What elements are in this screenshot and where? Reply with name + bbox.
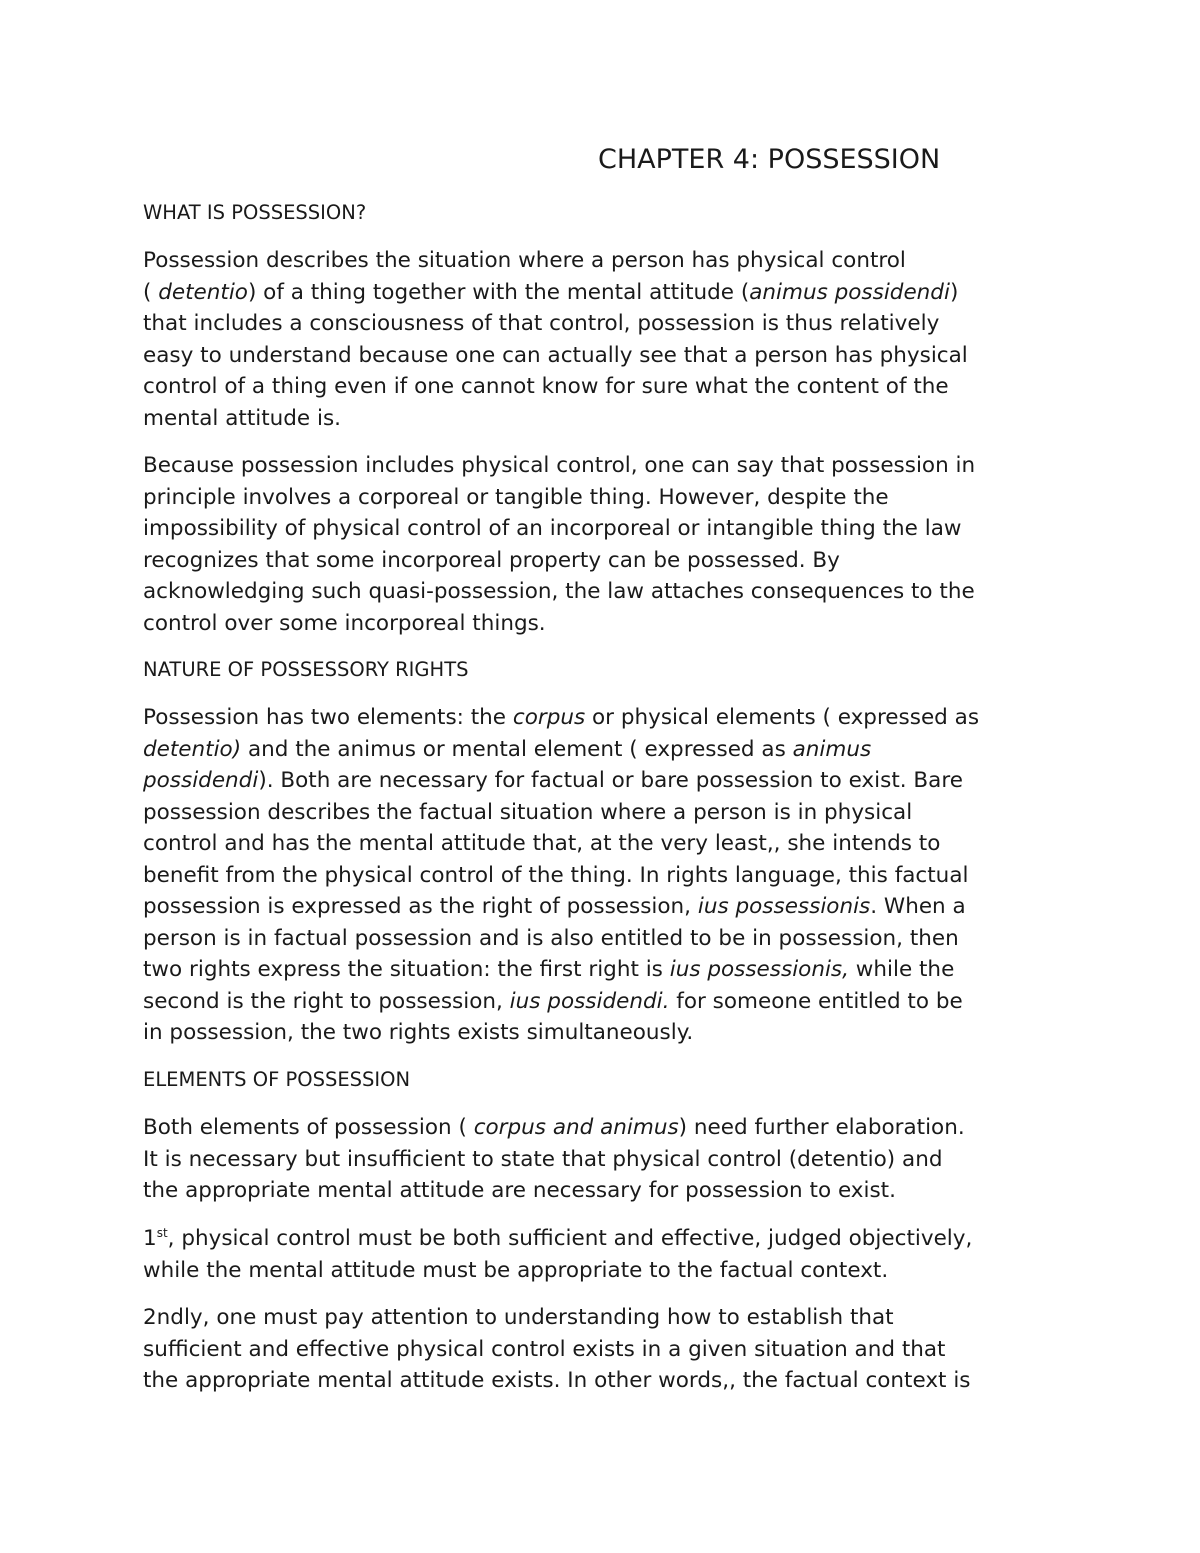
superscript: st: [156, 1225, 168, 1240]
italic-term: corpus: [512, 705, 586, 730]
text-line: in possession, the two rights exists simultaneously.: [143, 1020, 694, 1045]
text-line: control and has the mental attitude that, at the very least,, she intends to: [143, 831, 941, 856]
italic-term: possidendi: [143, 768, 259, 793]
text-line: that includes a consciousness of that control, possession is thus relatively: [143, 311, 940, 336]
text-line: Possession has two elements: the corpus or physical elements ( expressed as: [143, 705, 980, 730]
text-line: recognizes that some incorporeal property can be possessed. By: [143, 547, 840, 573]
paragraph-definition: [143, 245, 1063, 434]
text-line: 1st, physical control must be both sufficient and effective, judged objectively,: [143, 1225, 973, 1251]
text-line: impossibility of physical control of an incorporeal or intangible thing the law: [143, 516, 962, 541]
italic-term: ius possessionis: [697, 894, 871, 919]
text-line: acknowledging such quasi-possession, the law attaches consequences to the: [143, 579, 975, 604]
heading-elements-of-possession: ELEMENTS OF POSSESSION: [143, 1068, 411, 1091]
chapter-title: CHAPTER 4: POSSESSION: [598, 144, 941, 175]
text-line: possidendi). Both are necessary for factual or bare possession to exist. Bare: [143, 768, 963, 793]
heading-what-is-possession: WHAT IS POSSESSION?: [143, 201, 367, 224]
text-line: detentio) and the animus or mental element ( expressed as animus: [143, 736, 872, 762]
text-line: person is in factual possession and is also entitled to be in possession, then: [143, 925, 959, 951]
text-line: ( detentio) of a thing together with the mental attitude (animus possidendi): [143, 279, 959, 305]
paragraph-incorporeal: [143, 450, 1063, 639]
text-line: benefit from the physical control of the thing. In rights language, this factual: [143, 862, 969, 888]
text-line: possession describes the factual situation where a person is in physical: [143, 799, 913, 825]
paragraph-first-point: [143, 1223, 1063, 1286]
text-line: control of a thing even if one cannot know for sure what the content of the: [143, 374, 949, 399]
text-line: Both elements of possession ( corpus and animus) need further elaboration.: [143, 1115, 965, 1140]
text-line: two rights express the situation: the first right is ius possessionis, while the: [143, 957, 955, 982]
italic-term: detentio): [143, 736, 242, 762]
text-line: while the mental attitude must be appropriate to the factual context.: [143, 1257, 889, 1283]
text-line: principle involves a corporeal or tangible thing. However, despite the: [143, 484, 889, 510]
italic-term: ius possidendi.: [509, 988, 670, 1014]
italic-term: ius possessionis,: [669, 957, 849, 982]
italic-term: animus: [792, 736, 872, 762]
text-line: It is necessary but insufficient to state that physical control (detentio) and: [143, 1146, 943, 1172]
text-line: possession is expressed as the right of possession, ius possessionis. When a: [143, 894, 966, 919]
text-line: the appropriate mental attitude are necessary for possession to exist.: [143, 1178, 896, 1203]
italic-term: animus possidendi: [749, 279, 950, 305]
text-line: 2ndly, one must pay attention to understanding how to establish that: [143, 1305, 894, 1330]
heading-nature-of-possessory-rights: NATURE OF POSSESSORY RIGHTS: [143, 658, 469, 681]
text-line: mental attitude is.: [143, 405, 341, 431]
text-line: second is the right to possession, ius possidendi. for someone entitled to be: [143, 988, 963, 1014]
paragraph-two-elements: [143, 702, 1063, 1049]
paragraph-elaboration: [143, 1112, 1063, 1207]
text-line: Possession describes the situation where a person has physical control: [143, 248, 906, 273]
text-line: control over some incorporeal things.: [143, 610, 546, 636]
text-line: sufficient and effective physical control exists in a given situation and that: [143, 1336, 946, 1362]
italic-term: corpus and animus: [473, 1115, 679, 1140]
text-line: the appropriate mental attitude exists. In other words,, the factual context is: [143, 1368, 971, 1393]
text-line: Because possession includes physical control, one can say that possession in: [143, 453, 976, 478]
text-line: easy to understand because one can actually see that a person has physical: [143, 342, 968, 368]
italic-term: detentio: [158, 279, 248, 305]
paragraph-second-point: [143, 1302, 1063, 1397]
